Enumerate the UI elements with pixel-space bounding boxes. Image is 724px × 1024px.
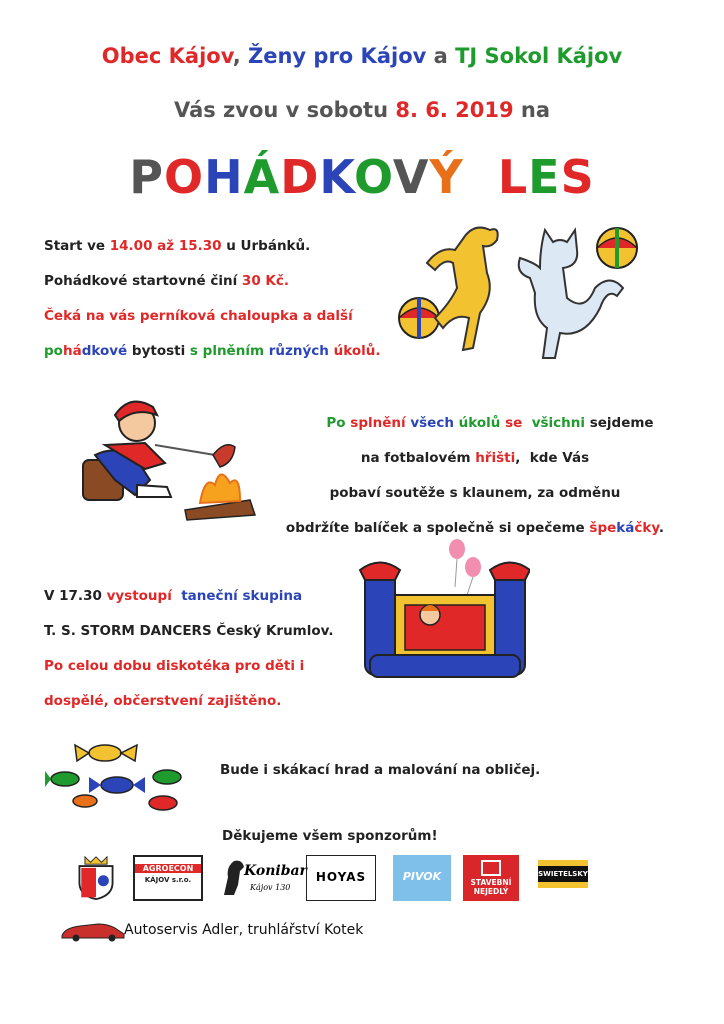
text-span: S bbox=[560, 150, 595, 204]
text-span: s plněním bbox=[189, 343, 269, 359]
konibar-logo bbox=[220, 855, 307, 901]
text-line bbox=[44, 693, 333, 728]
text-span: Čeká na vás perníková chaloupka a další bbox=[44, 308, 353, 324]
text-span: splnění bbox=[350, 415, 411, 431]
boy-campfire-illustration bbox=[75, 385, 275, 525]
text-span: Po bbox=[326, 415, 351, 431]
text-span: D bbox=[280, 150, 320, 204]
konibar-sub: Kájov 130 bbox=[250, 883, 291, 892]
text-span: všichni bbox=[527, 415, 590, 431]
text-span: há bbox=[62, 343, 82, 359]
text-span: taneční skupina bbox=[176, 588, 303, 604]
sponsors-thanks: Děkujeme všem sponzorům! bbox=[222, 828, 438, 844]
agroecon-logo bbox=[133, 855, 203, 901]
text-span: u Urbánků. bbox=[221, 238, 311, 254]
text-span: všech bbox=[410, 415, 459, 431]
text-span: L bbox=[497, 150, 529, 204]
text-span: V bbox=[392, 150, 430, 204]
campfire-icon bbox=[185, 474, 255, 520]
text-span: , kde Vás bbox=[515, 450, 590, 466]
ball-left-icon bbox=[399, 298, 439, 338]
text-span: se bbox=[505, 415, 527, 431]
dog-icon bbox=[427, 228, 498, 350]
text-line bbox=[270, 450, 680, 485]
konibar-name: Konibar bbox=[244, 863, 307, 879]
text-span: Á bbox=[243, 150, 281, 204]
text-span: O bbox=[354, 150, 393, 204]
text-span: TJ Sokol Kájov bbox=[455, 44, 623, 68]
text-span: Ženy pro Kájov bbox=[248, 44, 427, 68]
horse-icon bbox=[220, 857, 246, 897]
text-span: Obec Kájov bbox=[101, 44, 233, 68]
text-span: hřišti bbox=[475, 450, 516, 466]
info-block-activities bbox=[270, 415, 680, 555]
text-line bbox=[44, 588, 333, 623]
text-span: , bbox=[232, 44, 248, 68]
text-span: 14.00 až 15.30 bbox=[109, 238, 222, 254]
text-span: bytosti bbox=[131, 343, 190, 359]
stripe-bottom bbox=[538, 882, 588, 888]
text-line bbox=[270, 485, 680, 520]
text-span: dkové bbox=[81, 343, 132, 359]
text-span: sejdeme bbox=[589, 415, 654, 431]
agroecon-name: AGROECON bbox=[135, 864, 201, 873]
stavebna-line1: STAVEBNÍ bbox=[470, 878, 512, 887]
text-span: Start ve bbox=[44, 238, 110, 254]
info-block-start bbox=[44, 238, 380, 378]
text-span: na fotbalovém bbox=[360, 450, 476, 466]
ball-right-icon bbox=[597, 228, 637, 268]
text-span: Ý bbox=[429, 150, 464, 204]
info-block-dance bbox=[44, 588, 333, 728]
boy-icon bbox=[83, 402, 215, 500]
text-span: různých bbox=[268, 343, 334, 359]
footer-partners: Autoservis Adler, truhlářství Kotek bbox=[124, 922, 364, 938]
kajov-crest-logo bbox=[72, 855, 120, 901]
organizers-line bbox=[0, 44, 724, 68]
text-span: obdržíte balíček a společně si opečeme bbox=[285, 520, 590, 536]
text-span: K bbox=[319, 150, 354, 204]
text-span: po bbox=[44, 343, 63, 359]
text-span: P bbox=[129, 150, 164, 204]
hoyas-logo: HOYAS bbox=[306, 855, 376, 901]
text-line bbox=[300, 415, 680, 450]
castle-icon bbox=[360, 563, 530, 678]
swietelsky-name: SWIETELSKY bbox=[538, 866, 588, 882]
agroecon-sub: KÁJOV s.r.o. bbox=[144, 876, 192, 884]
stavebna-nejedly-logo bbox=[463, 855, 519, 901]
text-span: 30 Kč. bbox=[241, 273, 290, 289]
sausage-icon bbox=[213, 445, 235, 467]
candy-icon bbox=[45, 745, 181, 810]
text-span: dospělé, občerstvení zajištěno. bbox=[44, 693, 282, 709]
text-span: H bbox=[204, 150, 244, 204]
text-span bbox=[464, 150, 498, 204]
text-line bbox=[44, 308, 380, 343]
pivok-logo: PIVOK bbox=[393, 855, 451, 901]
text-line bbox=[44, 623, 333, 658]
text-span: špe bbox=[589, 520, 617, 536]
text-span: E bbox=[528, 150, 561, 204]
text-span: úkolů bbox=[458, 415, 506, 431]
text-span: úkolů. bbox=[333, 343, 381, 359]
info-line: Bude i skákací hrad a malování na obličej. bbox=[220, 762, 541, 778]
text-span: a bbox=[426, 44, 456, 68]
text-span: ká bbox=[616, 520, 635, 536]
text-span: V 17.30 bbox=[44, 588, 107, 604]
car-icon bbox=[60, 920, 126, 942]
text-span: O bbox=[164, 150, 205, 204]
invitation-line bbox=[0, 98, 724, 122]
text-span: 8. 6. 2019 bbox=[395, 98, 514, 122]
candies-illustration bbox=[45, 735, 195, 815]
house-icon bbox=[481, 860, 501, 876]
text-line bbox=[44, 273, 380, 308]
event-title bbox=[0, 150, 724, 204]
text-span: . bbox=[658, 520, 665, 536]
text-span: Pohádkové startovné činí bbox=[44, 273, 242, 289]
text-line bbox=[44, 238, 380, 273]
text-span: Po celou dobu diskotéka pro děti i bbox=[44, 658, 305, 674]
text-span: T. S. STORM DANCERS Český Krumlov. bbox=[44, 623, 334, 639]
text-span: Vás zvou v sobotu bbox=[173, 98, 396, 122]
text-span: pobaví soutěže s klaunem, za odměnu bbox=[329, 485, 621, 501]
balloon-icon bbox=[449, 539, 481, 595]
swietelsky-logo bbox=[538, 860, 588, 892]
text-line bbox=[44, 343, 380, 378]
text-span: na bbox=[513, 98, 551, 122]
bouncy-castle-illustration bbox=[355, 535, 530, 685]
text-span: čky bbox=[634, 520, 659, 536]
stavebna-line2: NEJEDLÝ bbox=[473, 887, 509, 896]
text-span: vystoupí bbox=[106, 588, 177, 604]
dog-cat-illustration bbox=[395, 218, 645, 378]
text-line bbox=[44, 658, 333, 693]
